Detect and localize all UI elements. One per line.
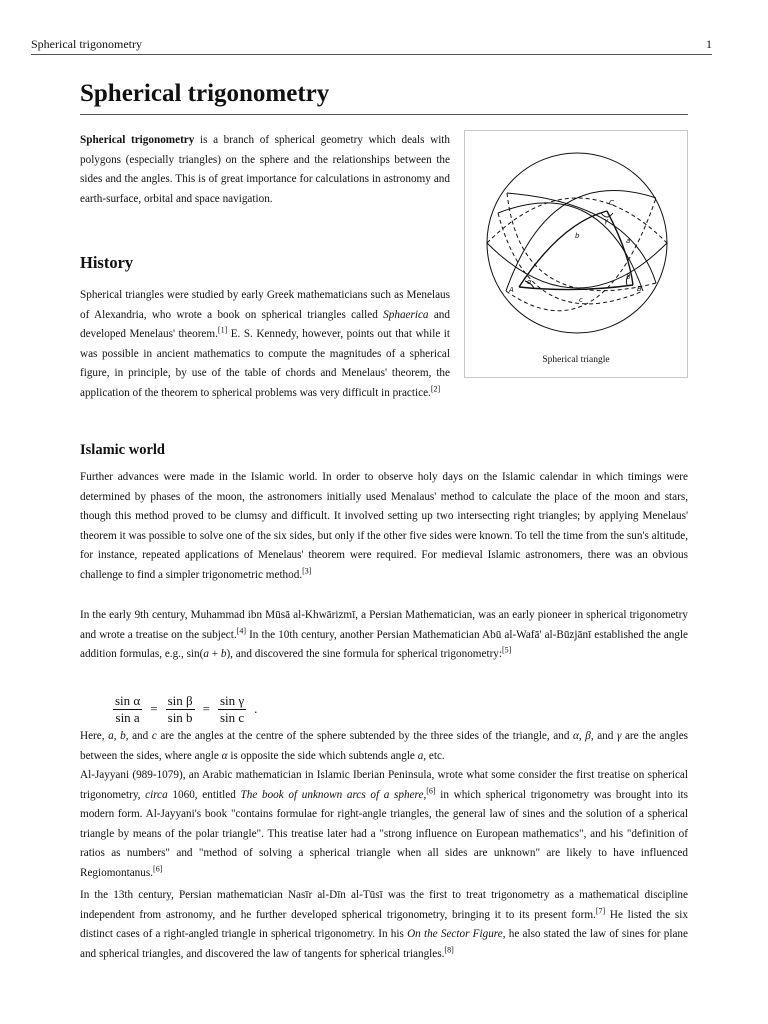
citation-3[interactable]: [3] (302, 565, 312, 575)
intro-bold-term: Spherical trigonometry (80, 134, 195, 146)
islamic-paragraph-3: Here, a, b, and c are the angles at the centre of the sphere subtended by the three sides of the triangle, and α, β, and γ are the angles between the sides, where angle α is opposite the side which subtends angle a, etc. (80, 730, 689, 762)
figure-caption: Spherical triangle (542, 355, 610, 365)
great-circle-1-back (506, 198, 656, 311)
citation-8[interactable]: [8] (444, 944, 454, 954)
equator-front (487, 243, 667, 288)
side-b (519, 211, 607, 287)
vertex-b-label: B (637, 285, 642, 293)
citation-2[interactable]: [2] (430, 383, 441, 393)
side-c (519, 285, 633, 290)
history-paragraph: Spherical triangles were studied by early Greek mathematicians such as Menelaus of Alexandria, who wrote a book on spherical triangles called Sphaerica and developed Menelaus' theorem.[1] E. S. Kennedy, however, points out that while it was possible in ancient mathematics to compute the magnitudes of a spherical figure, in principle, by use of the table of chords and Menelaus' theorem, the application of the theorem to spherical problems was very difficult in practice.[2] (80, 289, 451, 399)
angle-beta-label: β (626, 273, 631, 281)
spherical-triangle-diagram (481, 143, 673, 348)
fraction-gamma: $\frac{\text{sin γ}}{\text{sin c}}$ (219, 692, 245, 725)
citation-1[interactable]: [1] (217, 325, 228, 335)
great-circle-1-front (506, 190, 656, 291)
citation-7[interactable]: [7] (595, 905, 606, 915)
vertex-c-label: C (609, 199, 614, 207)
fraction-beta: $\frac{\text{sin β}}{\text{sin b}}$ (167, 692, 193, 725)
running-header (31, 37, 712, 55)
islamic-paragraph-5: In the 13th century, Persian mathematician Nasīr al-Dīn al-Tūsī was the first to treat trigonometry as a mathematical discipline independent from astronomy, and he further developed spherical trigonometry, bringing it to its present form.[7] He listed the six distinct cases of a right-angled triangle in spherical trigonometry. In his On the Sector Figure, he also stated the law of sines for plane and spherical triangles, and discovered the law of tangents for spherical triangles.[8] (80, 889, 688, 960)
spherical-triangle-figure (464, 130, 688, 378)
islamic-world-heading: Islamic world (80, 442, 165, 458)
formula-period: . (254, 701, 258, 716)
page-number: 1 (706, 37, 712, 51)
angle-gamma-label: γ (604, 217, 609, 225)
law-of-sines-formula (113, 689, 257, 729)
page-title: Spherical trigonometry (80, 80, 688, 115)
great-circle-3-front (507, 193, 656, 283)
citation-6[interactable]: [6] (426, 785, 436, 795)
history-heading: History (80, 253, 134, 272)
sphere-outline (487, 153, 667, 333)
equals-sign: = (202, 701, 210, 716)
islamic-paragraph-1: Further advances were made in the Islamic world. In order to observe holy days on the Islamic calendar in which timings were determined by phases of the moon, the astronomers initially used Menalaus' method to calculate the place of the moon and stars, though this method proved to be clumsy and difficult. It involved setting up two intersecting right triangles; by applying Menelaus' theorem it was possible to solve one of the six sides, but only if the other five sides were known. To tell the time from the sun's altitude, for instance, repeated applications of Menelaus' theorem were required. For medieval Islamic astronomers, there was an obvious challenge to find a simpler trigonometric method.[3] (80, 471, 688, 581)
side-a-label: a (626, 237, 631, 245)
equals-sign: = (150, 701, 158, 716)
side-b-label: b (575, 232, 580, 240)
intro-paragraph: Spherical trigonometry is a branch of spherical geometry which deals with polygons (especially triangles) on the sphere and the relationships between the sides and the angles. This is of great importance for calculations in astronomy and earth-surface, orbital and space navigation. (80, 134, 451, 205)
angle-alpha-label: α (527, 278, 532, 286)
citation-5[interactable]: [5] (502, 645, 512, 655)
citation-6b[interactable]: [6] (153, 863, 163, 873)
islamic-paragraph-4: Al-Jayyani (989-1079), an Arabic mathematician in Islamic Iberian Peninsula, wrote what some consider the first treatise on spherical trigonometry, circa 1060, entitled The book of unknown arcs of a sphere,[6] in which spherical trigonometry was brought into its modern form. Al-Jayyani's book "contains formulae for right-angle triangles, the general law of sines and the solution of a spherical triangle by means of the polar triangle". This treatise later had a "strong influence on European mathematics", and his "definition of ratios as numbers" and "method of solving a spherical triangle when all sides are unknown" are likely to have influenced Regiomontanus.[6] (80, 769, 689, 879)
side-c-label: c (579, 296, 583, 304)
running-title: Spherical trigonometry (31, 37, 142, 51)
citation-4[interactable]: [4] (236, 625, 246, 635)
vertex-a-label: A (509, 286, 514, 294)
fraction-alpha: $\frac{\text{sin α}}{\text{sin a}}$ (115, 692, 141, 725)
islamic-paragraph-2: In the early 9th century, Muhammad ibn Mūsā al-Khwārizmī, a Persian Mathematician, was an early pioneer in spherical trigonometry and wrote a treatise on the subject.[4] In the 10th century, another Persian Mathematician Abū al-Wafā' al-Būzjānī established the angle addition formulas, e.g., sin(a + b), and discovered the sine formula for spherical trigonometry:[5] (80, 609, 688, 660)
